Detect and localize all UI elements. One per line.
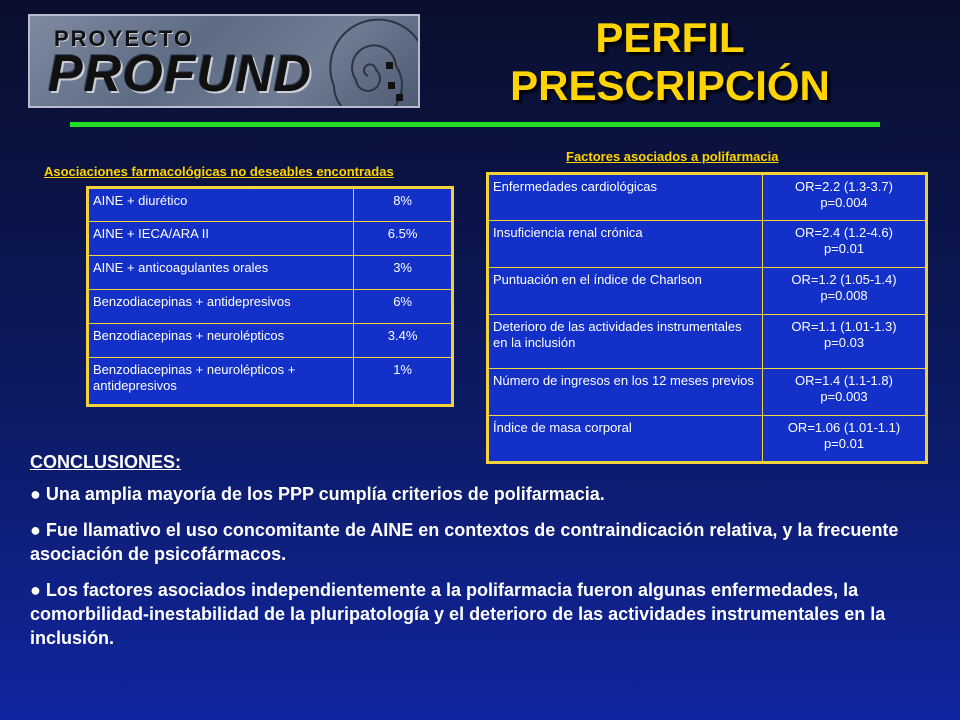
- proyecto-profund-logo: [28, 14, 420, 108]
- conclusion-item: ● Una amplia mayoría de los PPP cumplía criterios de polifarmacia.: [30, 484, 605, 504]
- odds-ratio: OR=1.1 (1.01-1.3): [791, 319, 897, 334]
- association-percent: 6.5%: [354, 222, 453, 256]
- table2-caption: Factores asociados a polifarmacia: [566, 149, 779, 164]
- factor-name: Número de ingresos en los 12 meses previos: [488, 369, 763, 416]
- title-line-2: PRESCRIPCIÓN: [510, 62, 830, 109]
- factor-name: Puntuación en el índice de Charlson: [488, 268, 763, 315]
- factor-odds: [763, 268, 927, 315]
- p-value: p=0.004: [820, 195, 868, 210]
- p-value: p=0.01: [823, 436, 865, 451]
- table-row: [88, 256, 453, 290]
- association-name: Benzodiacepinas + neurolépticos + antidepresivos: [88, 358, 354, 406]
- logo-line-1: PROYECTO: [54, 26, 194, 51]
- polypharmacy-factors-table: [486, 172, 928, 464]
- association-percent: 3%: [354, 256, 453, 290]
- factor-name: Deterioro de las actividades instrumentales en la inclusión: [488, 315, 763, 369]
- table-row: [88, 222, 453, 256]
- table1-caption: Asociaciones farmacológicas no deseables encontradas: [44, 164, 394, 179]
- conclusions-section: [30, 450, 942, 662]
- factor-odds: [763, 369, 927, 416]
- factor-name: Índice de masa corporal: [488, 416, 763, 463]
- p-value: p=0.03: [823, 335, 865, 350]
- table-row: [488, 268, 927, 315]
- p-value: p=0.01: [823, 241, 865, 256]
- association-percent: 3.4%: [354, 324, 453, 358]
- association-name: Benzodiacepinas + neurolépticos: [88, 324, 354, 358]
- table-row: [488, 221, 927, 268]
- factor-name: Enfermedades cardiológicas: [488, 174, 763, 221]
- association-percent: 1%: [354, 358, 453, 406]
- table-row: [88, 358, 453, 406]
- table-row: [88, 290, 453, 324]
- page-title: [500, 14, 840, 110]
- drug-associations-table: [86, 186, 454, 407]
- factor-name: Insuficiencia renal crónica: [488, 221, 763, 268]
- association-percent: 8%: [354, 188, 453, 222]
- conclusion-item: ● Fue llamativo el uso concomitante de AINE en contextos de contraindicación relativa, y la frecuente asociación de psicofármacos.: [30, 520, 899, 564]
- odds-ratio: OR=2.4 (1.2-4.6): [795, 225, 893, 240]
- conclusions-heading: CONCLUSIONES:: [30, 452, 182, 472]
- odds-ratio: OR=1.06 (1.01-1.1): [787, 420, 901, 435]
- logo-line-2: PROFUND: [48, 45, 313, 103]
- association-name: AINE + anticoagulantes orales: [88, 256, 354, 290]
- odds-ratio: OR=1.2 (1.05-1.4): [791, 272, 897, 287]
- factor-odds: [763, 315, 927, 369]
- conclusion-item: ● Los factores asociados independientemente a la polifarmacia fueron algunas enfermedades, la comorbilidad-inestabilidad de la pluripatología y el deterioro de las actividades instrumentales en la inclusión.: [30, 580, 886, 648]
- association-name: AINE + diurético: [88, 188, 354, 222]
- odds-ratio: OR=2.2 (1.3-3.7): [795, 179, 893, 194]
- table-row: [488, 174, 927, 221]
- association-percent: 6%: [354, 290, 453, 324]
- odds-ratio: OR=1.4 (1.1-1.8): [795, 373, 893, 388]
- green-divider: [70, 122, 880, 127]
- association-name: Benzodiacepinas + antidepresivos: [88, 290, 354, 324]
- p-value: p=0.003: [820, 389, 868, 404]
- factor-odds: [763, 221, 927, 268]
- table-row: [488, 315, 927, 369]
- title-line-1: PERFIL: [595, 14, 745, 61]
- factor-odds: [763, 174, 927, 221]
- association-name: AINE + IECA/ARA II: [88, 222, 354, 256]
- table-row: [488, 369, 927, 416]
- table-row: [88, 188, 453, 222]
- table-row: [88, 324, 453, 358]
- p-value: p=0.008: [820, 288, 868, 303]
